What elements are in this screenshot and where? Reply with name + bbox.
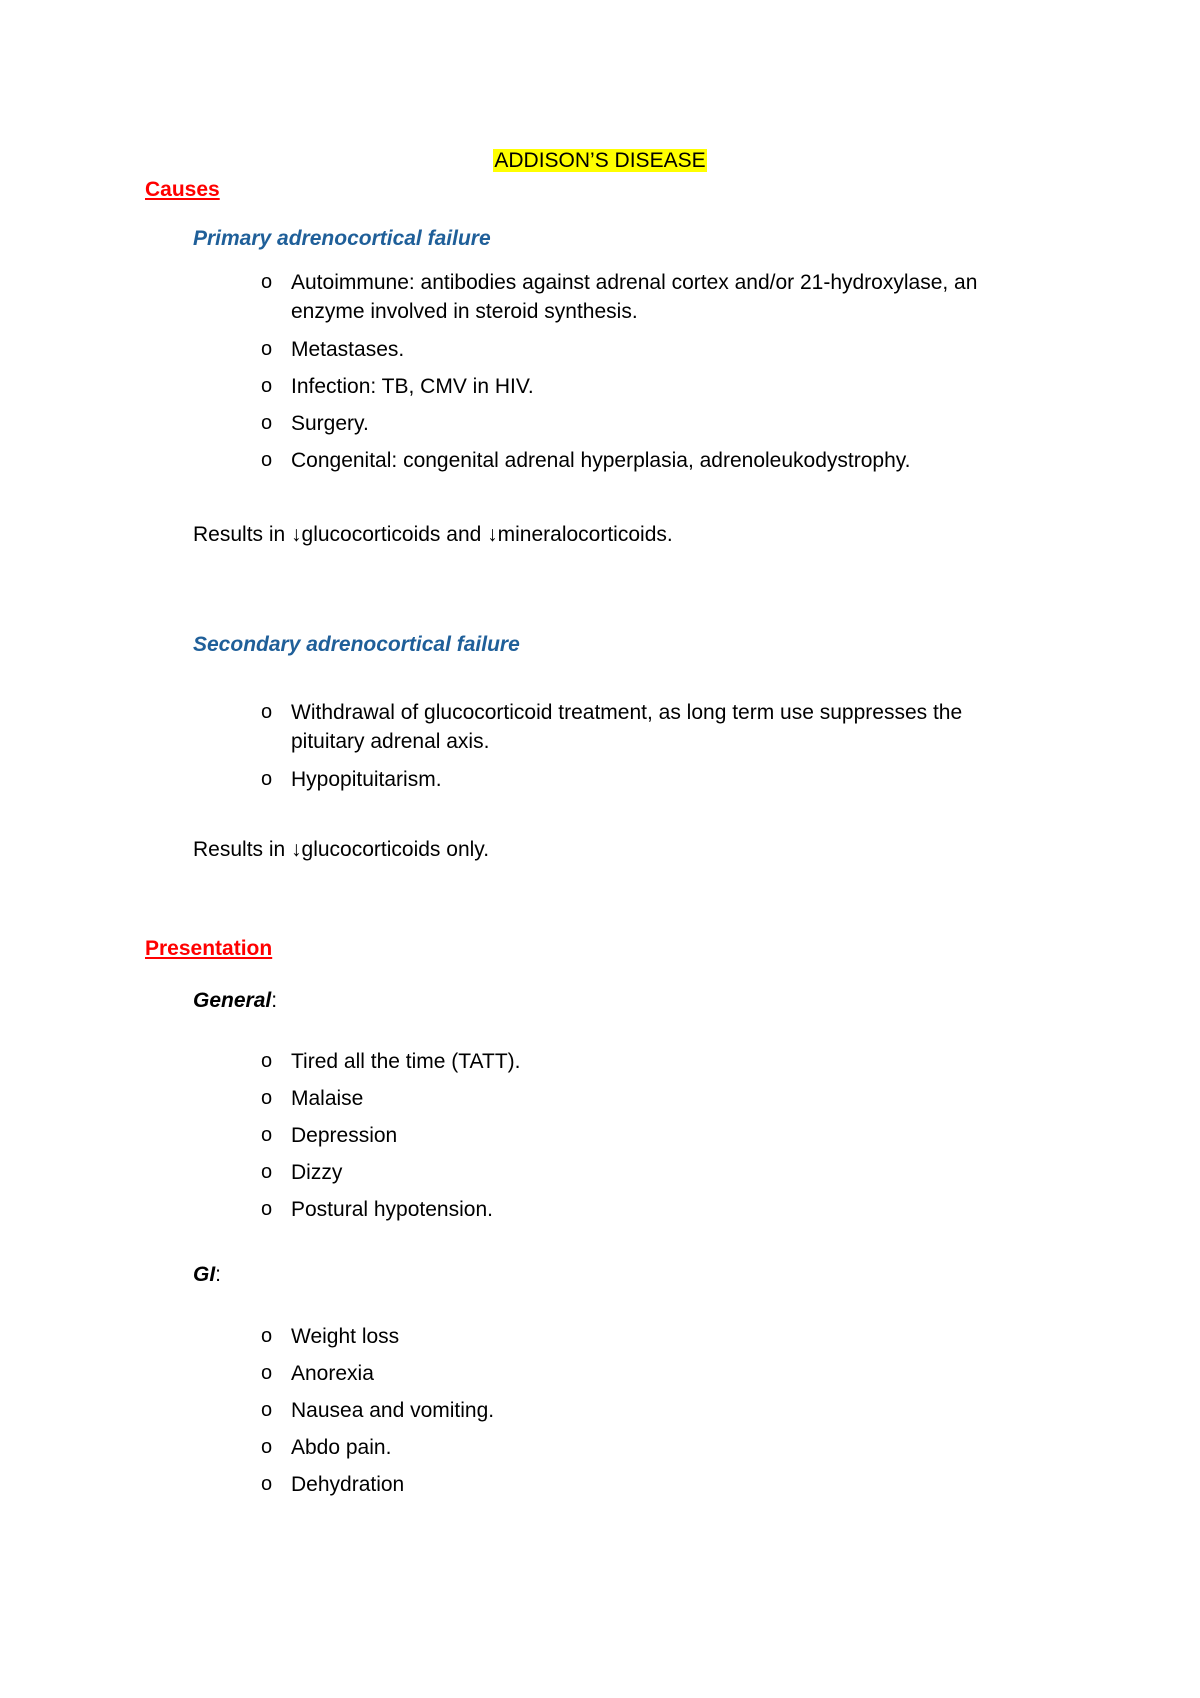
primary-causes-list: [261, 264, 1084, 479]
bullet-icon: o: [261, 412, 273, 434]
list-item-text: Nausea and vomiting.: [291, 1399, 495, 1422]
list-item-text: Abdo pain.: [291, 1436, 392, 1459]
bullet-icon: o: [261, 1436, 273, 1458]
bullet-icon: o: [261, 701, 273, 723]
bullet-icon: o: [261, 271, 273, 293]
list-item: [261, 694, 1084, 757]
list-item-text: Tired all the time (TATT).: [291, 1050, 521, 1073]
list-item-text: Withdrawal of glucocorticoid treatment, as long term use suppresses the: [291, 701, 963, 724]
list-item-text: Weight loss: [291, 1325, 400, 1348]
list-item: [261, 264, 1084, 327]
list-item: [261, 1355, 1084, 1392]
list-item: [261, 1466, 1084, 1503]
secondary-result-text: Results in ↓glucocorticoids only.: [193, 838, 490, 861]
bullet-icon: o: [261, 1050, 273, 1072]
general-symptoms-list: [261, 1043, 1084, 1228]
page-title: [0, 148, 1200, 174]
bullet-icon: o: [261, 1198, 273, 1220]
section-heading-causes: Causes: [145, 178, 220, 201]
list-item: [261, 1191, 1084, 1228]
list-item: [261, 1080, 1084, 1117]
bullet-icon: o: [261, 375, 273, 397]
subheading-gi-label: GI: [193, 1263, 216, 1286]
subheading-general: [193, 988, 277, 1014]
list-item-text: Metastases.: [291, 338, 405, 361]
bullet-icon: o: [261, 1399, 273, 1421]
list-item: [261, 1318, 1084, 1355]
list-item-text: Depression: [291, 1124, 398, 1147]
list-item-text: Infection: TB, CMV in HIV.: [291, 375, 534, 398]
bullet-icon: o: [261, 1473, 273, 1495]
list-item-text: Surgery.: [291, 412, 369, 435]
list-item-text: Hypopituitarism.: [291, 768, 442, 791]
subheading-primary-failure: Primary adrenocortical failure: [193, 227, 491, 250]
subheading-secondary-failure: Secondary adrenocortical failure: [193, 633, 520, 656]
gi-symptoms-list: [261, 1318, 1084, 1503]
bullet-icon: o: [261, 1161, 273, 1183]
list-item-continuation: enzyme involved in steroid synthesis.: [291, 300, 638, 323]
list-item: [261, 405, 1084, 442]
list-item: [261, 1429, 1084, 1466]
bullet-icon: o: [261, 1325, 273, 1347]
list-item-text: Autoimmune: antibodies against adrenal cortex and/or 21-hydroxylase, an: [291, 271, 978, 294]
list-item-text: Congenital: congenital adrenal hyperplasia, adrenoleukodystrophy.: [291, 449, 911, 472]
subheading-colon: :: [215, 1263, 222, 1286]
bullet-icon: o: [261, 1362, 273, 1384]
primary-result-text: Results in ↓glucocorticoids and ↓mineralocorticoids.: [193, 523, 673, 546]
list-item: [261, 1117, 1084, 1154]
bullet-icon: o: [261, 1087, 273, 1109]
list-item: [261, 368, 1084, 405]
list-item-text: Dizzy: [291, 1161, 343, 1184]
list-item: [261, 331, 1084, 368]
page-title-text: ADDISON’S DISEASE: [494, 149, 706, 172]
list-item: [261, 1392, 1084, 1429]
list-item: [261, 761, 1084, 798]
list-item: [261, 442, 1084, 479]
list-item-text: Dehydration: [291, 1473, 405, 1496]
subheading-general-label: General: [193, 989, 272, 1012]
list-item: [261, 1154, 1084, 1191]
list-item-text: Malaise: [291, 1087, 364, 1110]
list-item-continuation: pituitary adrenal axis.: [291, 730, 490, 753]
subheading-colon: :: [271, 989, 278, 1012]
section-heading-presentation: Presentation: [145, 937, 273, 960]
subheading-gi: [193, 1262, 221, 1288]
bullet-icon: o: [261, 1124, 273, 1146]
bullet-icon: o: [261, 338, 273, 360]
bullet-icon: o: [261, 768, 273, 790]
list-item-text: Postural hypotension.: [291, 1198, 493, 1221]
list-item: [261, 1043, 1084, 1080]
bullet-icon: o: [261, 449, 273, 471]
secondary-causes-list: [261, 694, 1084, 798]
list-item-text: Anorexia: [291, 1362, 374, 1385]
